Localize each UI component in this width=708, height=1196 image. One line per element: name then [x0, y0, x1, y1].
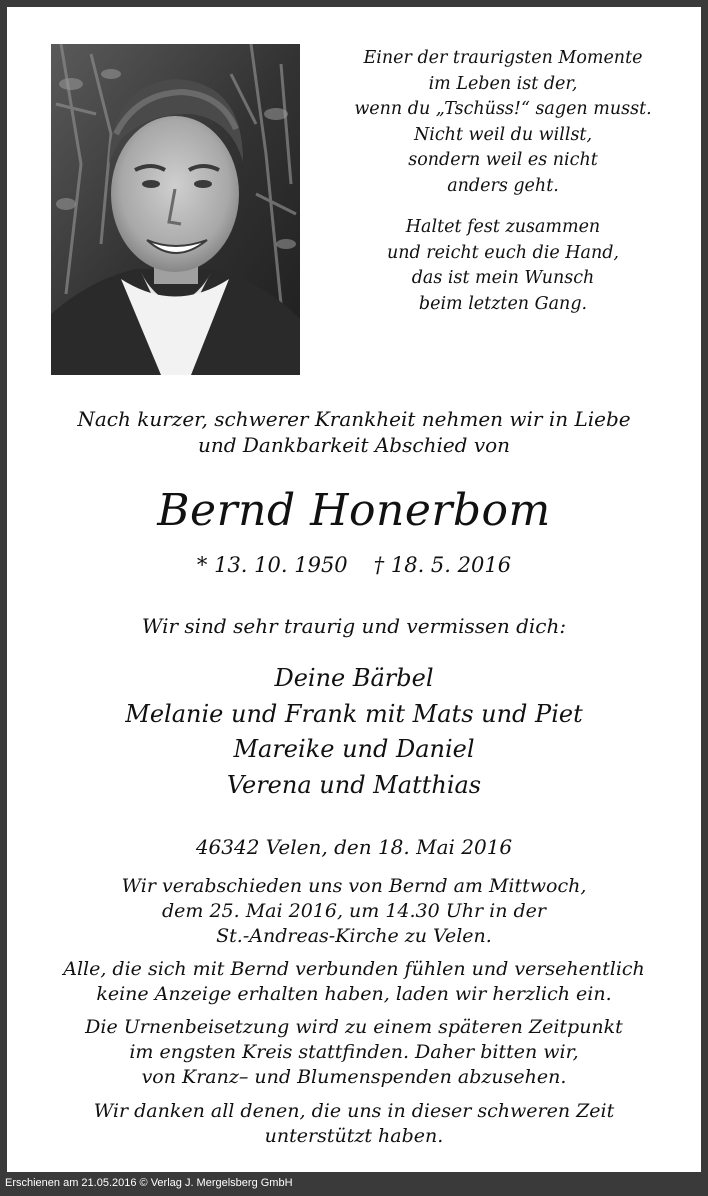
publication-footer: Erschienen am 21.05.2016 © Verlag J. Mergelsberg GmbH	[5, 1177, 293, 1189]
sad-line: Wir sind sehr traurig und vermissen dich:	[141, 614, 567, 638]
poem-line: anders geht.	[447, 175, 559, 196]
poem-line: Nicht weil du willst,	[413, 124, 593, 145]
paragraph-line: von Kranz– und Blumenspenden abzusehen.	[141, 1066, 567, 1088]
paragraph-line: im engsten Kreis stattfinden. Daher bitten wir,	[129, 1041, 579, 1063]
paragraph-line: Die Urnenbeisetzung wird zu einem späteren Zeitpunkt	[85, 1016, 623, 1038]
paragraph-line: unterstützt haben.	[264, 1125, 444, 1147]
poem-stanza-2	[325, 215, 681, 317]
poem-line: das ist mein Wunsch	[411, 268, 595, 288]
intro-text	[7, 406, 701, 458]
portrait-photo	[51, 44, 300, 375]
poem-line: sondern weil es nicht	[408, 150, 598, 170]
deceased-name: Bernd Honerbom	[157, 485, 551, 536]
poem-line: beim letzten Gang.	[418, 293, 588, 314]
death-date: † 18. 5. 2016	[373, 553, 512, 577]
intro-line: Nach kurzer, schwerer Krankheit nehmen wir in Liebe	[77, 407, 631, 431]
funeral-paragraph	[7, 874, 701, 949]
poem-line: und reicht euch die Hand,	[386, 242, 619, 263]
poem-line: wenn du „Tschüss!“ sagen musst.	[354, 99, 652, 119]
thanks-paragraph	[7, 1099, 701, 1149]
mourner-line: Verena und Matthias	[226, 770, 482, 799]
paragraph-line: St.-Andreas-Kirche zu Velen.	[216, 925, 492, 947]
portrait-image	[51, 44, 300, 375]
mourner-line: Deine Bärbel	[274, 664, 434, 692]
mourners-list	[7, 661, 701, 803]
mourner-line: Melanie und Frank mit Mats und Piet	[125, 699, 583, 728]
paragraph-line: Wir danken all denen, die uns in dieser schweren Zeit	[93, 1100, 615, 1122]
invitation-paragraph	[7, 957, 701, 1007]
paragraph-line: dem 25. Mai 2016, um 14.30 Uhr in der	[162, 900, 546, 922]
urn-paragraph	[7, 1015, 701, 1090]
life-dates	[7, 550, 701, 580]
paragraph-line: keine Anzeige erhalten haben, laden wir herzlich ein.	[96, 983, 612, 1005]
birth-date: * 13. 10. 1950	[196, 553, 348, 577]
poem-stanza-1	[325, 46, 681, 199]
place-date: 46342 Velen, den 18. Mai 2016	[195, 835, 513, 859]
poem	[325, 46, 681, 317]
poem-line: Haltet fest zusammen	[405, 217, 601, 237]
paragraph-line: Wir verabschieden uns von Bernd am Mittwoch,	[121, 875, 587, 897]
intro-line: und Dankbarkeit Abschied von	[197, 433, 511, 457]
paragraph-line: Alle, die sich mit Bernd verbunden fühlen und versehentlich	[63, 958, 645, 980]
mourner-line: Mareike und Daniel	[233, 735, 475, 763]
poem-line: Einer der traurigsten Momente	[363, 48, 643, 68]
poem-line: im Leben ist der,	[428, 73, 578, 94]
obituary-card	[7, 7, 701, 1172]
